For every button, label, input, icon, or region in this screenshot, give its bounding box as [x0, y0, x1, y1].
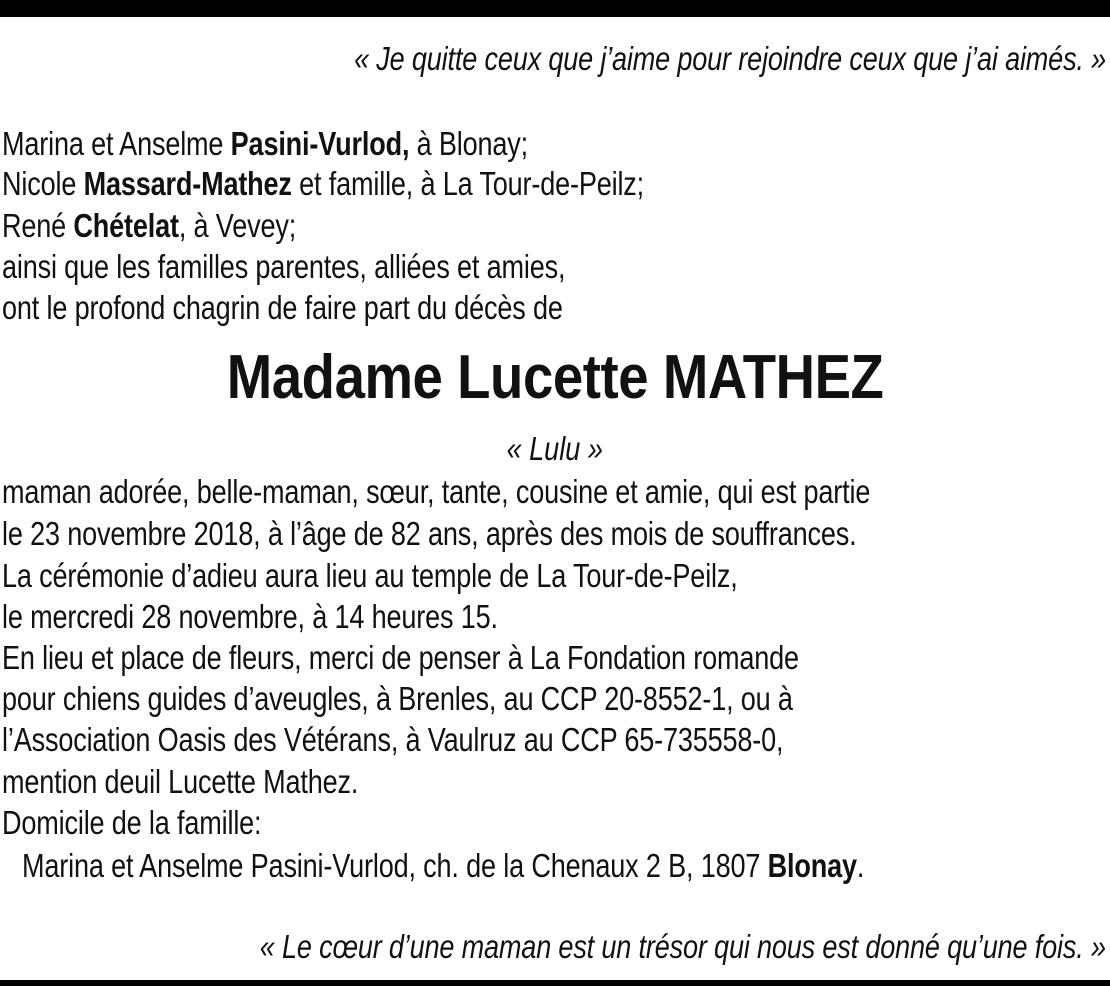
family-line-1-prefix: Marina et Anselme: [2, 125, 231, 162]
intro-line-1: ainsi que les familles parentes, alliées et amies,: [2, 248, 566, 285]
bottom-rule: [0, 980, 1110, 986]
family-line-2: [2, 164, 644, 204]
nickname: [0, 429, 1110, 469]
family-line-1-surname: Pasini-Vurlod,: [230, 125, 410, 162]
deceased-name-text: Madame Lucette MATHEZ: [226, 343, 884, 412]
intro-line-2: ont le profond chagrin de faire part du décès de: [2, 289, 563, 326]
family-address-text: Marina et Anselme Pasini-Vurlod, ch. de la Chenaux 2 B, 1807: [22, 847, 768, 884]
family-line-3-surname: Chételat: [73, 207, 179, 244]
body-line-5: En lieu et place de fleurs, merci de penser à La Fondation romande: [2, 639, 799, 676]
body-line-6: pour chiens guides d’aveugles, à Brenles, au CCP 20-8552-1, ou à: [2, 680, 793, 717]
opening-quote: « Je quitte ceux que j’aime pour rejoindre ceux que j’ai aimés. »: [354, 40, 1106, 77]
top-rule: [0, 0, 1110, 17]
body-line-3: La cérémonie d’adieu aura lieu au temple de La Tour-de-Peilz,: [2, 557, 738, 594]
nickname-text: « Lulu »: [506, 430, 604, 467]
family-address-town: Blonay: [767, 847, 857, 884]
family-line-1-suffix: à Blonay;: [409, 125, 529, 162]
body-line-4: le mercredi 28 novembre, à 14 heures 15.: [2, 598, 498, 635]
body-line-7: l’Association Oasis des Vétérans, à Vaulruz au CCP 65-735558-0,: [2, 721, 784, 758]
family-line-2-surname: Massard-Mathez: [83, 165, 292, 202]
body-line-9: Domicile de la famille:: [2, 804, 262, 841]
family-line-2-suffix: et famille, à La Tour-de-Peilz;: [291, 165, 645, 202]
family-line-2-prefix: Nicole: [2, 165, 84, 202]
closing-quote: « Le cœur d’une maman est un trésor qui nous est donné qu’une fois. »: [259, 928, 1106, 965]
deceased-name: [0, 340, 1110, 416]
family-line-3-prefix: René: [2, 207, 74, 244]
family-line-1: [2, 124, 528, 164]
body-line-2: le 23 novembre 2018, à l’âge de 82 ans, après des mois de souffrances.: [2, 515, 857, 552]
body-line-8: mention deuil Lucette Mathez.: [2, 763, 359, 800]
family-line-3-suffix: , à Vevey;: [178, 207, 297, 244]
family-address: [22, 846, 864, 886]
body-line-1: maman adorée, belle-maman, sœur, tante, cousine et amie, qui est partie: [2, 473, 871, 510]
family-line-3: [2, 206, 296, 246]
family-address-end: .: [856, 847, 865, 884]
